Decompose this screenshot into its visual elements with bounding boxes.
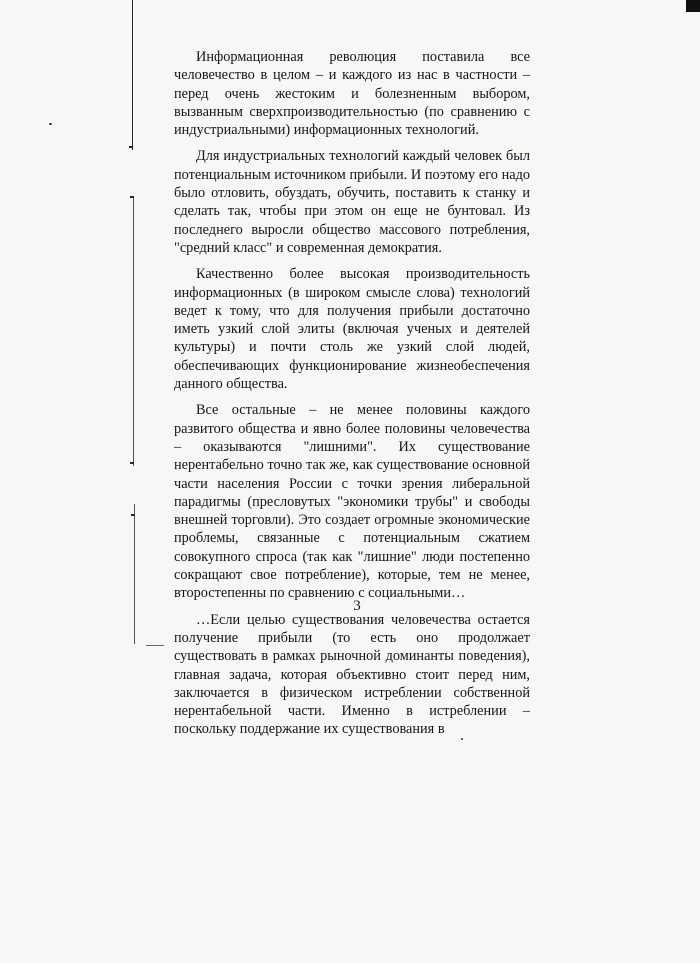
paragraph: Для индустриальных технологий каждый человек был потенциальным источником прибыли. И поэтому его надо было отловить, обуздать, обучить, поставить к станку и сделать так, чтобы при этом он еще не бунтовал. Из последнего выросли общество массового потребления, "средний класс" и современная демократия. [174,148,530,256]
paragraph: …Если целью существования человечества остается получение прибыли (то есть оно продолжает существовать в рамках рыночной доминанты поведения), главная задача, которая объективно стоит перед ним, заключается в физическом истреблении собственной нерентабельной части. Именно в истреблении – поскольку поддержание их существования в [174,611,530,738]
paragraph: Все остальные – не менее половины каждого развитого общества и явно более половины человечества – оказываются "лишними". Их существование нерентабельно точно так же, как существование основной части населения России с точки зрения либеральной парадигмы (пресловутых "экономики трубы" и свободы внешней торговли). Это создает огромные экономические проблемы, связанные с потенциальным сжатием совокупного спроса (так как "лишние" люди постепенно сокращают свое потребление), которые, тем не менее, второстепенны по сравнению с социальными… [174,402,530,602]
paragraph: Информационная революция поставила все человечество в целом – и каждого из нас в частности – перед очень жестоким и болезненным выбором, вызванным сверхпроизводительностью (по сравнению с индустриальными) информационных технологий. [174,49,530,139]
binding-line [132,0,133,150]
binding-line [134,504,135,644]
binding-dash [146,645,164,646]
binding-line [133,196,134,466]
scan-corner-mark [686,0,700,12]
paragraph: Качественно более высокая производительность информационных (в широком смысле слова) технологий ведет к тому, что для получения прибыли достаточно иметь узкий слой элиты (включая ученых и деятелей культуры) и почти столь же узкий слой людей, обеспечивающих функционирование жизнеобеспечения данного общества. [174,266,530,393]
binding-tick [131,514,135,516]
binding-tick [130,196,134,198]
body-text [174,48,530,746]
scan-speck [49,123,52,125]
binding-tick [129,146,133,148]
binding-tick [130,462,134,464]
page-number: 3 [353,598,361,614]
